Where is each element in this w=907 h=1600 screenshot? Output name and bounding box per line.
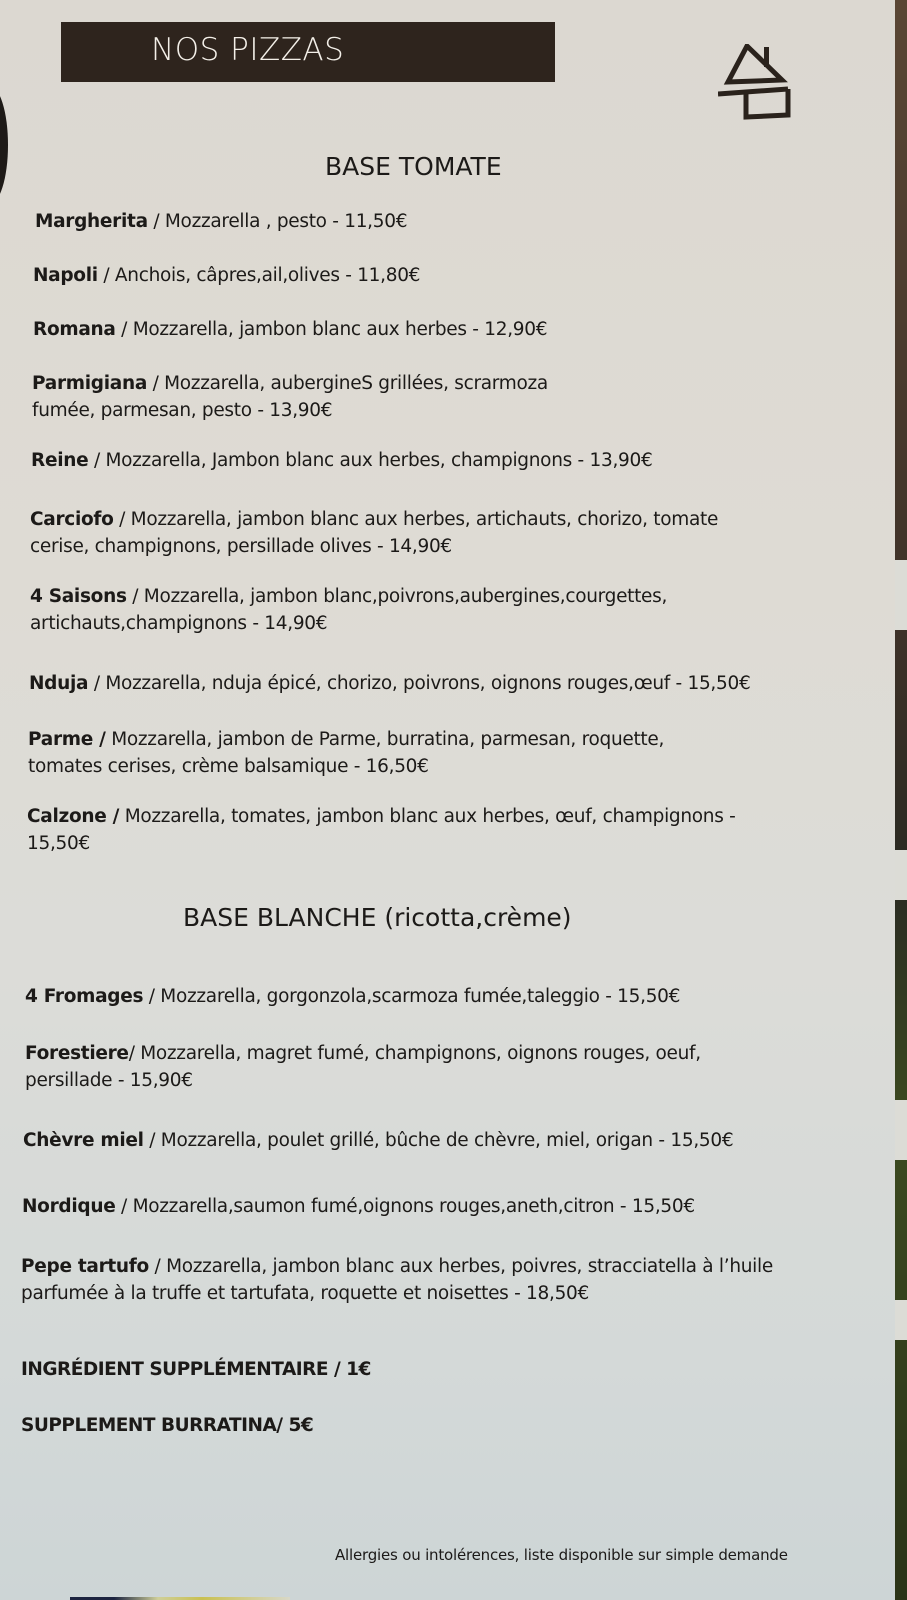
item-description: Mozzarella, jambon blanc aux herbes - 12,90€ [132,319,548,340]
item-name: 4 Fromages [25,986,144,1007]
item-description: Mozzarella,saumon fumé,oignons rouges,aneth,citron - 15,50€ [132,1196,695,1217]
menu-item-4-fromages [25,983,865,1010]
item-description: Mozzarella, jambon de Parme, burratina, parmesan, roquette, [111,729,665,750]
item-description: Mozzarella, gorgonzola,scarmoza fumée,taleggio - 15,50€ [160,986,681,1007]
house-logo-icon [718,44,804,122]
menu-item-pepe-tartufo [21,1253,891,1307]
menu-item-calzone [27,803,867,857]
item-name: Pepe tartufo [21,1256,149,1277]
item-description-line2: 15,50€ [27,833,90,854]
page-title: NOS PIZZAS [151,32,345,68]
separator: / [115,319,133,340]
separator: / [148,1256,167,1277]
menu-item-nduja [29,670,869,697]
item-description-line2: cerise, champignons, persillade olives - 14,90€ [30,536,452,557]
item-name: Romana [33,319,116,340]
item-description-line2: fumée, parmesan, pesto - 13,90€ [32,400,333,421]
item-description: Mozzarella , pesto - 11,50€ [164,211,408,232]
item-description: Mozzarella, nduja épicé, chorizo, poivrons, oignons rouges,œuf - 15,50€ [105,673,751,694]
item-description-line2: persillade - 15,90€ [25,1070,193,1091]
item-name: Nduja [29,673,89,694]
item-name: 4 Saisons [30,586,127,607]
menu-item-4-saisons [30,583,870,637]
separator: / [147,211,165,232]
supplement-burratina: SUPPLEMENT BURRATINA/ 5€ [21,1415,314,1436]
item-description-line2: artichauts,champignons - 14,90€ [30,613,328,634]
separator: / [88,450,106,471]
separator: / [97,265,115,286]
item-description-line2: parfumée à la truffe et tartufata, roquette et noisettes - 18,50€ [21,1283,589,1304]
menu-item-napoli [33,262,873,289]
header-bar [61,22,555,82]
item-name: Napoli [33,265,98,286]
item-description: Mozzarella, Jambon blanc aux herbes, champignons - 13,90€ [105,450,653,471]
supplement-ingredient: INGRÉDIENT SUPPLÉMENTAIRE / 1€ [21,1359,371,1380]
item-name: Parmigiana [32,373,148,394]
menu-item-parmigiana [32,370,872,424]
separator: / [88,673,106,694]
menu-item-reine [31,447,871,474]
item-description: Mozzarella, jambon blanc aux herbes, poivres, stracciatella à l’huile [166,1256,773,1277]
separator: / [143,1130,161,1151]
separator: / [128,1043,141,1064]
item-name: Margherita [35,211,148,232]
menu-item-romana [33,316,873,343]
menu-edge-background [895,0,907,1600]
menu-item-forestiere [25,1040,865,1094]
menu-item-nordique [22,1193,862,1220]
edge-notch [895,1100,907,1160]
section-title-base-blanche: BASE BLANCHE (ricotta,crème) [183,903,572,932]
menu-item-margherita [35,208,875,235]
item-description: Anchois, câpres,ail,olives - 11,80€ [114,265,421,286]
separator: / [113,509,131,530]
separator: / [115,1196,133,1217]
item-name: Reine [31,450,89,471]
edge-notch [895,560,907,630]
item-name: Chèvre miel [23,1130,144,1151]
item-description-line2: tomates cerises, crème balsamique - 16,50€ [28,756,429,777]
decorative-shape [0,85,8,205]
allergy-note: Allergies ou intolérences, liste disponible sur simple demande [335,1546,788,1564]
section-title-base-tomate: BASE TOMATE [325,152,502,181]
item-description: Mozzarella, tomates, jambon blanc aux herbes, œuf, champignons - [124,806,736,827]
item-description: Mozzarella, jambon blanc aux herbes, artichauts, chorizo, tomate [130,509,719,530]
menu-item-parme [28,726,868,780]
item-name: Nordique [22,1196,116,1217]
edge-notch [895,850,907,900]
separator: / [143,986,161,1007]
separator: / [126,586,144,607]
item-description: Mozzarella, jambon blanc,poivrons,aubergines,courgettes, [143,586,668,607]
item-name: Forestiere [25,1043,129,1064]
menu-item-chevre-miel [23,1127,863,1154]
item-name: Parme / [28,729,106,750]
item-description: Mozzarella, aubergineS grillées, scrarmoza [164,373,548,394]
edge-notch [895,1300,907,1340]
item-name: Carciofo [30,509,114,530]
item-description: Mozzarella, magret fumé, champignons, oignons rouges, oeuf, [140,1043,701,1064]
item-description: Mozzarella, poulet grillé, bûche de chèvre, miel, origan - 15,50€ [160,1130,734,1151]
menu-item-carciofo [30,506,870,560]
item-name: Calzone / [27,806,120,827]
separator: / [147,373,165,394]
